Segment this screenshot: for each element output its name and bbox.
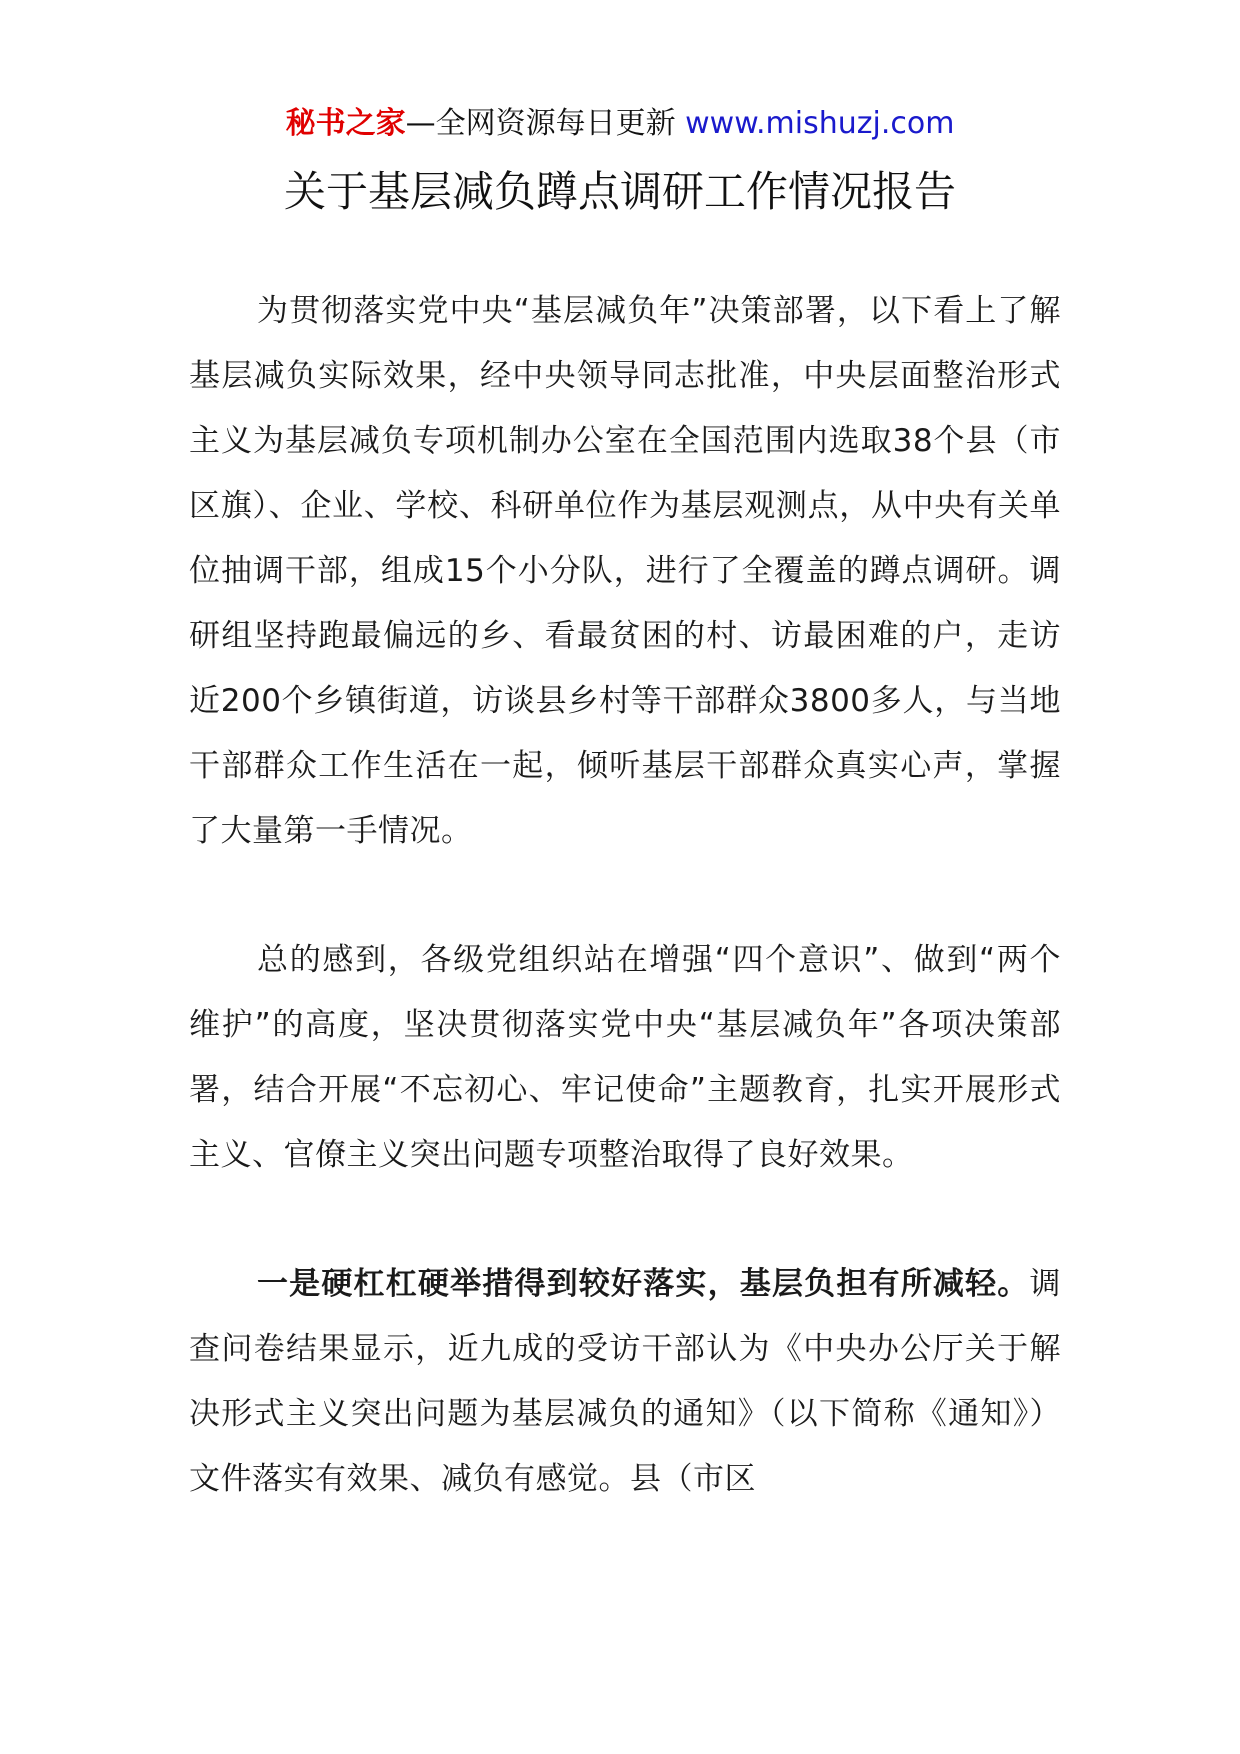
paragraph — [189, 928, 1061, 1188]
header-tagline: —全网资源每日更新 — [405, 106, 676, 141]
paragraph-lead: 一是硬杠杠硬举措得到较好落实，基层负担有所减轻。 — [257, 1266, 1030, 1302]
paragraph-text: 调查问卷结果显示，近九成的受访干部认为《中央办公厅关于解决形式主义突出问题为基层减负的通知》（以下简称《通知》）文件落实有效果、减负有感觉。县（市区 — [189, 1266, 1061, 1497]
paragraph — [189, 1252, 1061, 1512]
document-title: 关于基层减负蹲点调研工作情况报告 — [283, 167, 956, 216]
paragraph-text: 总的感到，各级党组织站在增强“四个意识”、做到“两个维护”的高度，坚决贯彻落实党中央“基层减负年”各项决策部署，结合开展“不忘初心、牢记使命”主题教育，扎实开展形式主义、官僚主义突出问题专项整治取得了良好效果。 — [189, 942, 1061, 1173]
paragraph-text: 为贯彻落实党中央“基层减负年”决策部署，以下看上了解基层减负实际效果，经中央领导同志批准，中央层面整治形式主义为基层减负专项机制办公室在全国范围内选取38个县（市区旗）、企业、学校、科研单位作为基层观测点，从中央有关单位抽调干部，组成15个小分队，进行了全覆盖的蹲点调研。调研组坚持跑最偏远的乡、看最贫困的村、访最困难的户，走访近200个乡镇街道，访谈县乡村等干部群众3800多人，与当地干部群众工作生活在一起，倾听基层干部群众真实心声，掌握了大量第一手情况。 — [189, 293, 1061, 849]
site-url-link[interactable]: www.mishuzj.com — [685, 106, 955, 141]
brand-name: 秘书之家 — [285, 106, 406, 141]
site-header — [0, 104, 1240, 144]
paragraph — [189, 279, 1061, 864]
document-body — [189, 279, 1061, 1512]
